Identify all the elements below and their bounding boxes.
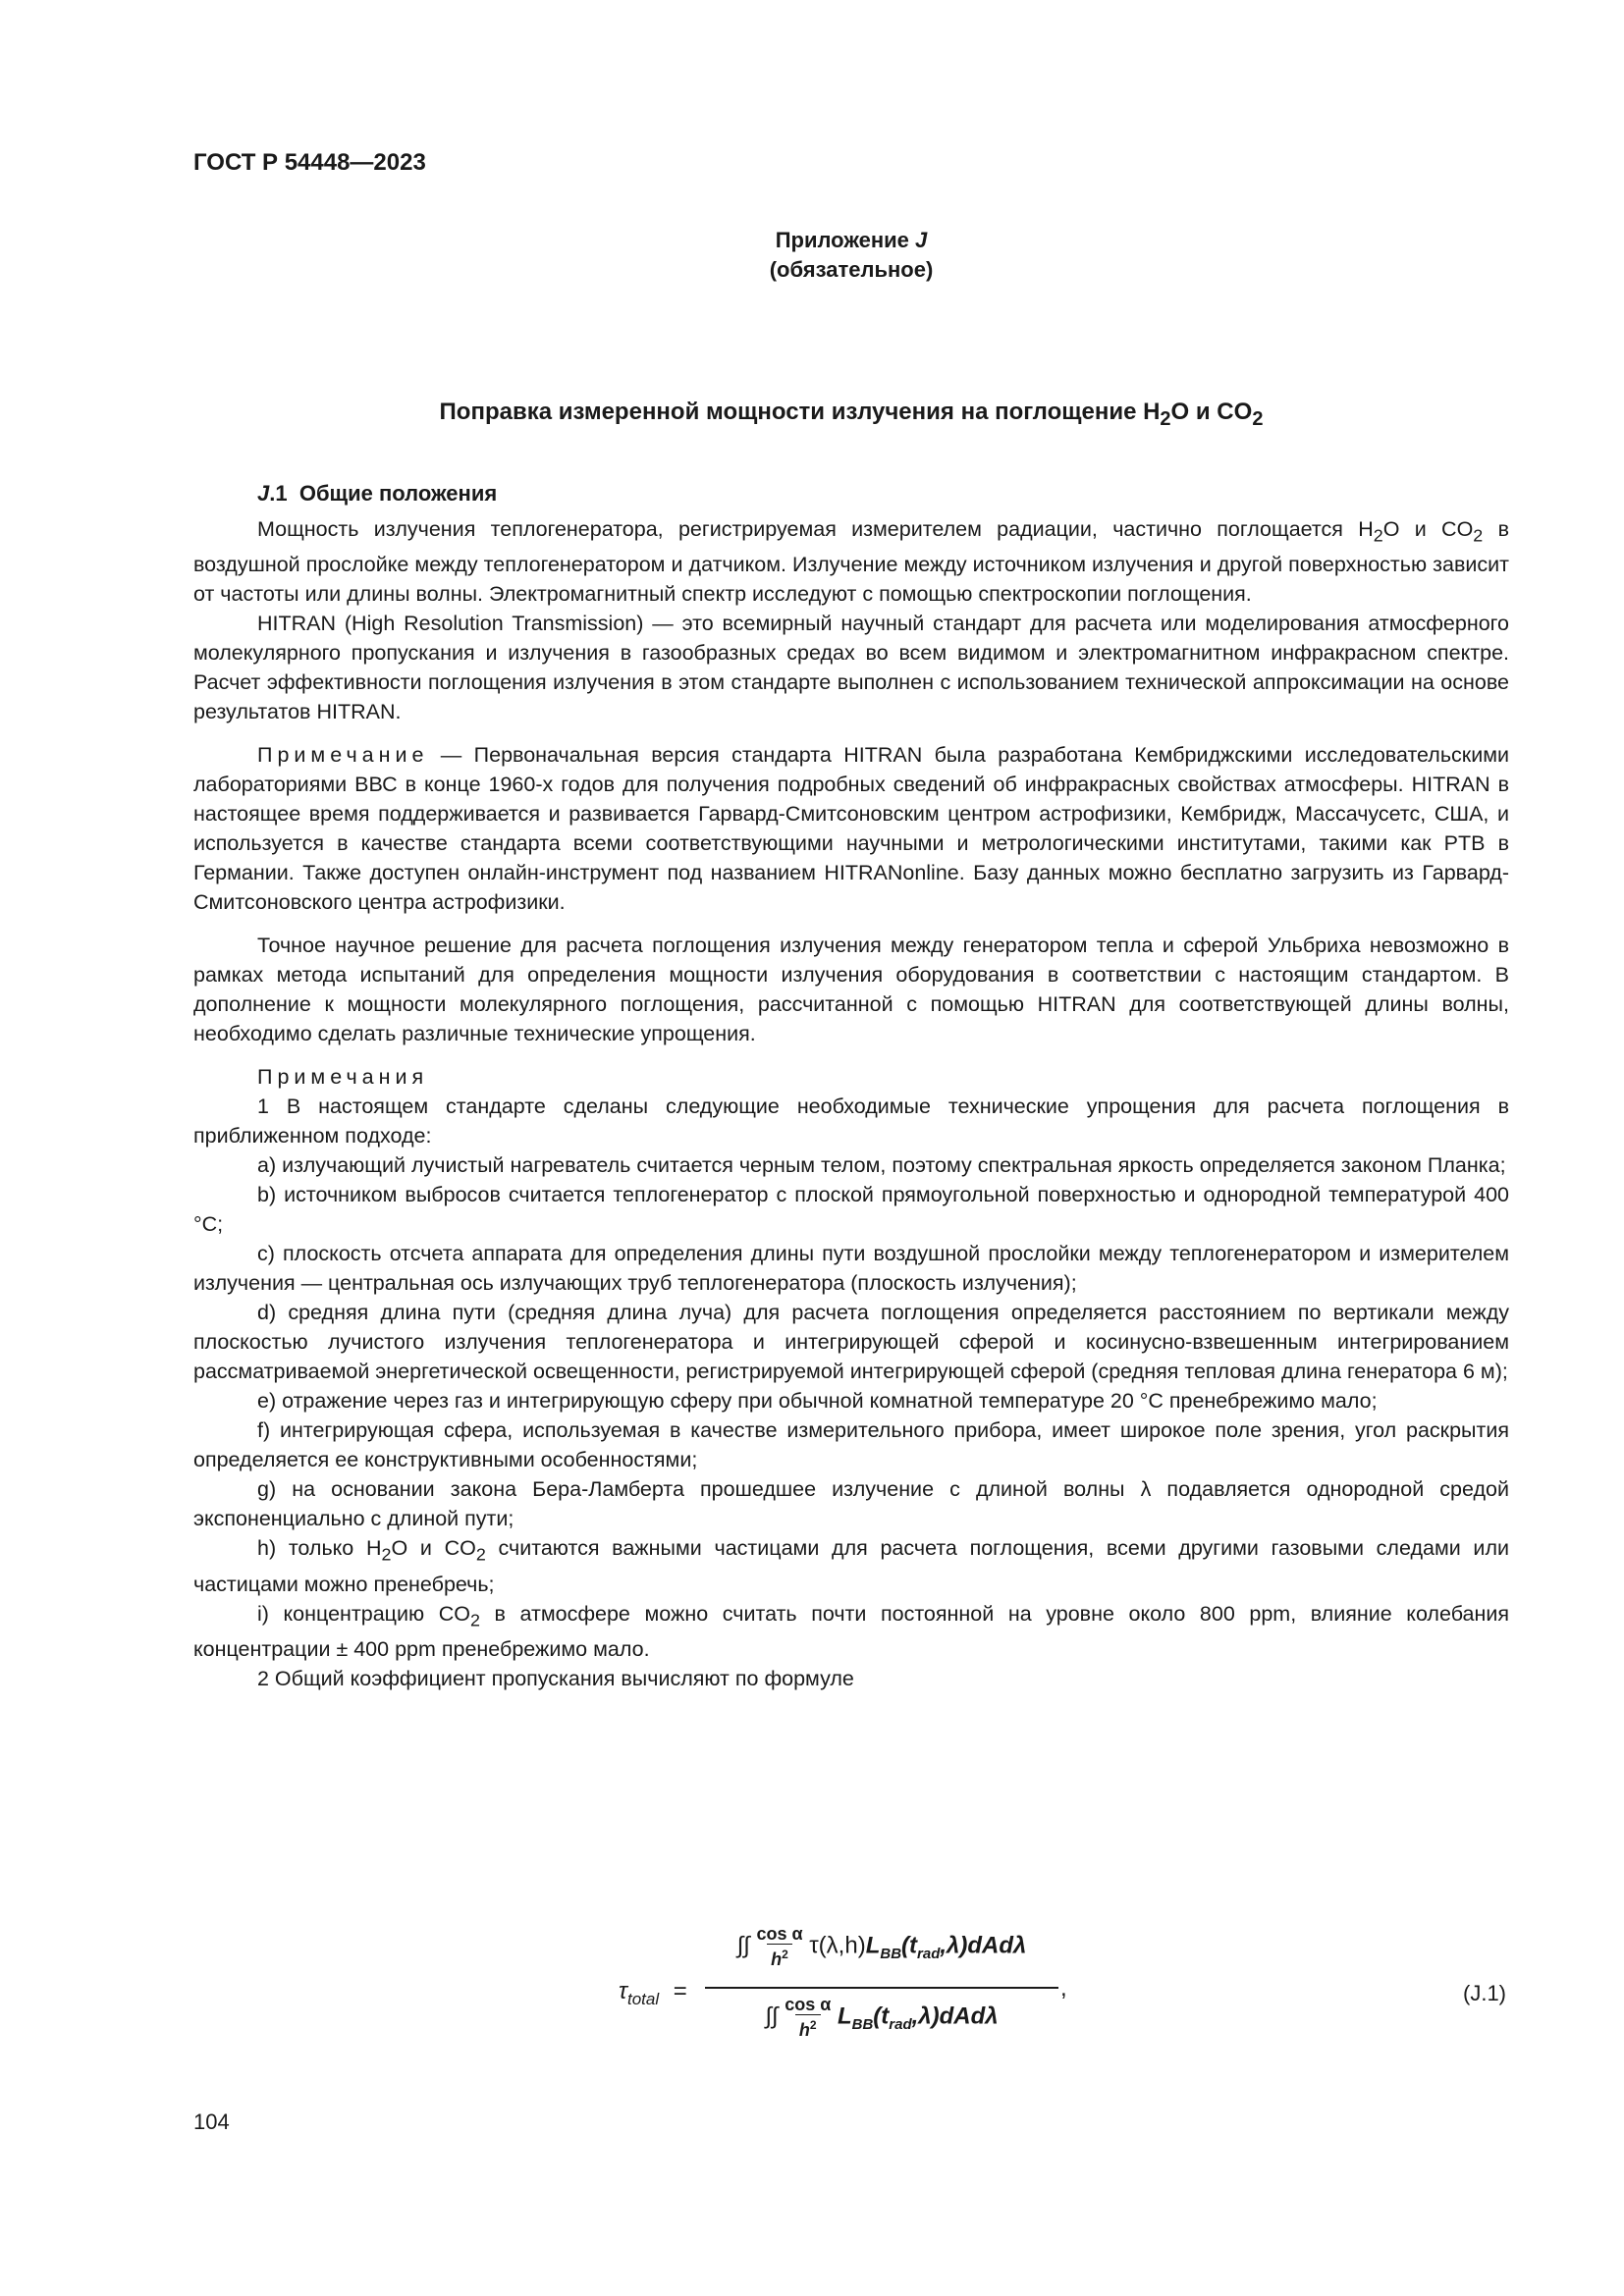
note-item: f) интегрирующая сфера, используемая в качестве измерительного прибора, имеет широкое поле зрения, угол раскрытия определяется ее конструктивными особенностями; (193, 1418, 1509, 1472)
document-code: ГОСТ Р 54448—2023 (193, 149, 426, 176)
notes-label: Примечания (257, 1065, 429, 1090)
note-item: g) на основании закона Бера-Ламберта прошедшее излучение с длиной волны λ подавляется однородной средой экспоненциально с длиной пути; (193, 1477, 1509, 1531)
appendix-status: (обязательное) (769, 257, 934, 282)
note-item: 1 В настоящем стандарте сделаны следующие необходимые технические упрощения для расчета поглощения в приближенном подходе: (193, 1095, 1509, 1148)
formula-numerator: ∫∫ $\frac{\text{cos α}}{h^2} \tau(\lambda,h)L_{BB}(t_{rad},\lambda)dAd\lambda$ (736, 1924, 1027, 1969)
section-heading: J.1 Общие положения (257, 481, 498, 506)
paragraph: HITRAN (High Resolution Transmission) — это всемирный научный стандарт для расчета или моделирования атмосферного молекулярного пропускания и излучения в газообразных средах во всем видимом и электромагнитном инфракрасном спектре. Расчет эффективности поглощения излучения в этом стандарте выполнен с использованием технической аппроксимации на основе результатов HITRAN. (193, 612, 1509, 724)
equation-number: (J.1) (1463, 1981, 1506, 2005)
appendix-title: Поправка измеренной мощности излучения на поглощение $H_2O$ и $CO_2$ (439, 399, 1264, 430)
formula-comma: , (1060, 1975, 1067, 2002)
formula-j1 (619, 1924, 1502, 2071)
note-item: d) средняя длина пути (средняя длина луча) для расчета поглощения определяется расстоянием по вертикали между плоскостью лучистого излучения теплогенератора и интегрирующей сферой и косинусно-взвешенным интегрированием рассматриваемой энергетической освещенности, регистрируемой интегрирующей сферой (средняя тепловая длина генератора 6 м); (193, 1301, 1509, 1384)
formula-lhs: $\tau_{total}$ = (619, 1978, 687, 2008)
appendix-heading: Приложение J (775, 228, 928, 252)
note-item: b) источником выбросов считается теплогенератор с плоской прямоугольной поверхностью и однородной температурой 400 °C; (193, 1183, 1509, 1237)
body-text (193, 514, 1509, 1693)
note: Примечание — Первоначальная версия стандарта HITRAN была разработана Кембриджскими исследовательскими лабораториями ВВС в конце 1960-х годов для получения подробных сведений об инфракрасных свойствах атмосферы. HITRAN в настоящее время поддерживается и развивается Гарвард-Смитсоновским центром астрофизики, Кембридж, Массачусетс, США, и используется в качестве стандарта всеми соответствующими научными и метрологическими институтами, такими как PTB в Германии. Также доступен онлайн-инструмент под названием HITRANonline. Базу данных можно бесплатно загрузить из Гарвард-Смитсоновского центра астрофизики. (193, 743, 1509, 915)
page-number: 104 (193, 2109, 230, 2134)
note-item: a) излучающий лучистый нагреватель считается черным телом, поэтому спектральная яркость определяется законом Планка; (257, 1153, 1506, 1178)
note-item: 2 Общий коэффициент пропускания вычисляют по формуле (257, 1666, 854, 1690)
note-item: i) концентрацию $CO_2$ в атмосфере можно считать почти постоянной на уровне около 800 ppm, влияние колебания концентрации ± 400 ppm пренебрежимо мало. (193, 1601, 1509, 1661)
paragraph: Мощность излучения теплогенератора, регистрируемая измерителем радиации, частично поглощается $H_2O$ и $CO_2$ в воздушной прослойке между теплогенератором и датчиком. Излучение между источником излучения и другой поверхностью зависит от частоты или длины волны. Электромагнитный спектр исследуют с помощью спектроскопии поглощения. (193, 517, 1509, 607)
fraction-bar (705, 1987, 1058, 1989)
note-item: h) только $H_2O$ и $CO_2$ считаются важными частицами для расчета поглощения, всеми другими газовыми следами или частицами можно пренебречь; (193, 1536, 1509, 1596)
note-item: c) плоскость отсчета аппарата для определения длины пути воздушной прослойки между теплогенератором и измерителем излучения — центральная ось излучающих труб теплогенератора (плоскость излучения); (193, 1242, 1509, 1296)
formula-denominator: ∫∫ $\frac{\text{cos α}}{h^2} L_{BB}(t_{rad},\lambda)dAd\lambda$ (765, 1995, 999, 2040)
note-item: e) отражение через газ и интегрирующую сферу при обычной комнатной температуре 20 °C пренебрежимо мало; (257, 1389, 1378, 1414)
paragraph: Точное научное решение для расчета поглощения излучения между генератором тепла и сферой Ульбриха невозможно в рамках метода испытаний для определения мощности излучения оборудования в соответствии с настоящим стандартом. В дополнение к мощности молекулярного поглощения, рассчитанной с помощью HITRAN для соответствующей длины волны, необходимо сделать различные технические упрощения. (193, 934, 1509, 1046)
